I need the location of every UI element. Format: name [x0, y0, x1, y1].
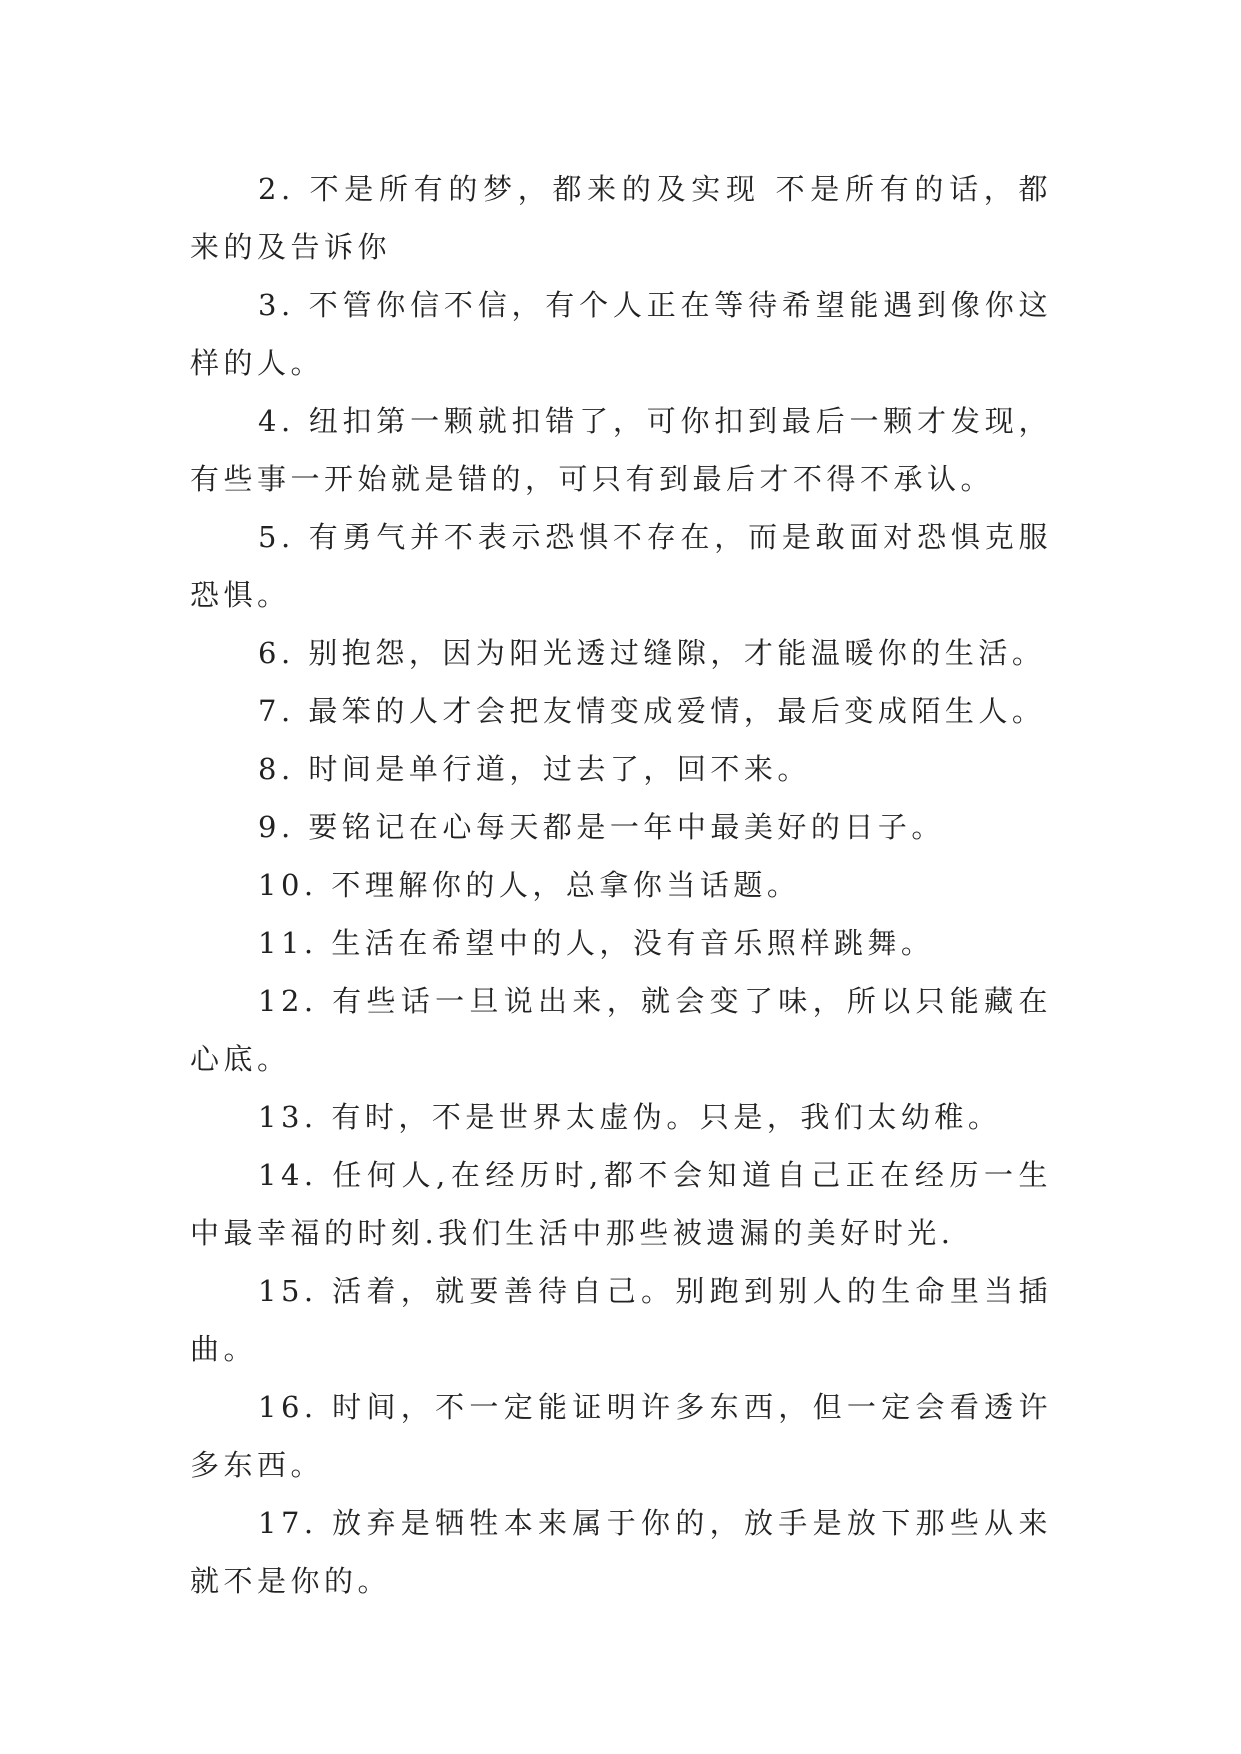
paragraph-item-12: 12. 有些话一旦说出来，就会变了味，所以只能藏在心底。: [190, 984, 1052, 1076]
paragraph-item-17: 17. 放弃是牺牲本来属于你的，放手是放下那些从来就不是你的。: [190, 1506, 1052, 1598]
paragraph-item-14: 14. 任何人,在经历时,都不会知道自己正在经历一生中最幸福的时刻.我们生活中那些被遗漏的美好时光.: [190, 1158, 1052, 1250]
paragraph-item-11: 11. 生活在希望中的人，没有音乐照样跳舞。: [258, 926, 935, 960]
paragraph-item-5: 5. 有勇气并不表示恐惧不存在，而是敢面对恐惧克服恐惧。: [190, 520, 1052, 612]
paragraph-item-9: 9. 要铭记在心每天都是一年中最美好的日子。: [258, 810, 945, 844]
paragraph-item-2: 2. 不是所有的梦，都来的及实现 不是所有的话，都来的及告诉你: [190, 172, 1052, 264]
paragraph-item-15: 15. 活着，就要善待自己。别跑到别人的生命里当插曲。: [190, 1274, 1052, 1366]
document-body: [190, 160, 1052, 1610]
paragraph-item-10: 10. 不理解你的人，总拿你当话题。: [258, 868, 801, 902]
paragraph-item-16: 16. 时间，不一定能证明许多东西，但一定会看透许多东西。: [190, 1390, 1052, 1482]
paragraph-item-6: 6. 别抱怨，因为阳光透过缝隙，才能温暖你的生活。: [258, 636, 1046, 670]
paragraph-item-4: 4. 纽扣第一颗就扣错了，可你扣到最后一颗才发现，有些事一开始就是错的，可只有到最后才不得不承认。: [190, 404, 1052, 496]
paragraph-item-3: 3. 不管你信不信，有个人正在等待希望能遇到像你这样的人。: [190, 288, 1052, 380]
paragraph-item-8: 8. 时间是单行道，过去了，回不来。: [258, 752, 811, 786]
paragraph-item-13: 13. 有时，不是世界太虚伪。只是，我们太幼稚。: [258, 1100, 1002, 1134]
paragraph-item-7: 7. 最笨的人才会把友情变成爱情，最后变成陌生人。: [258, 694, 1046, 728]
